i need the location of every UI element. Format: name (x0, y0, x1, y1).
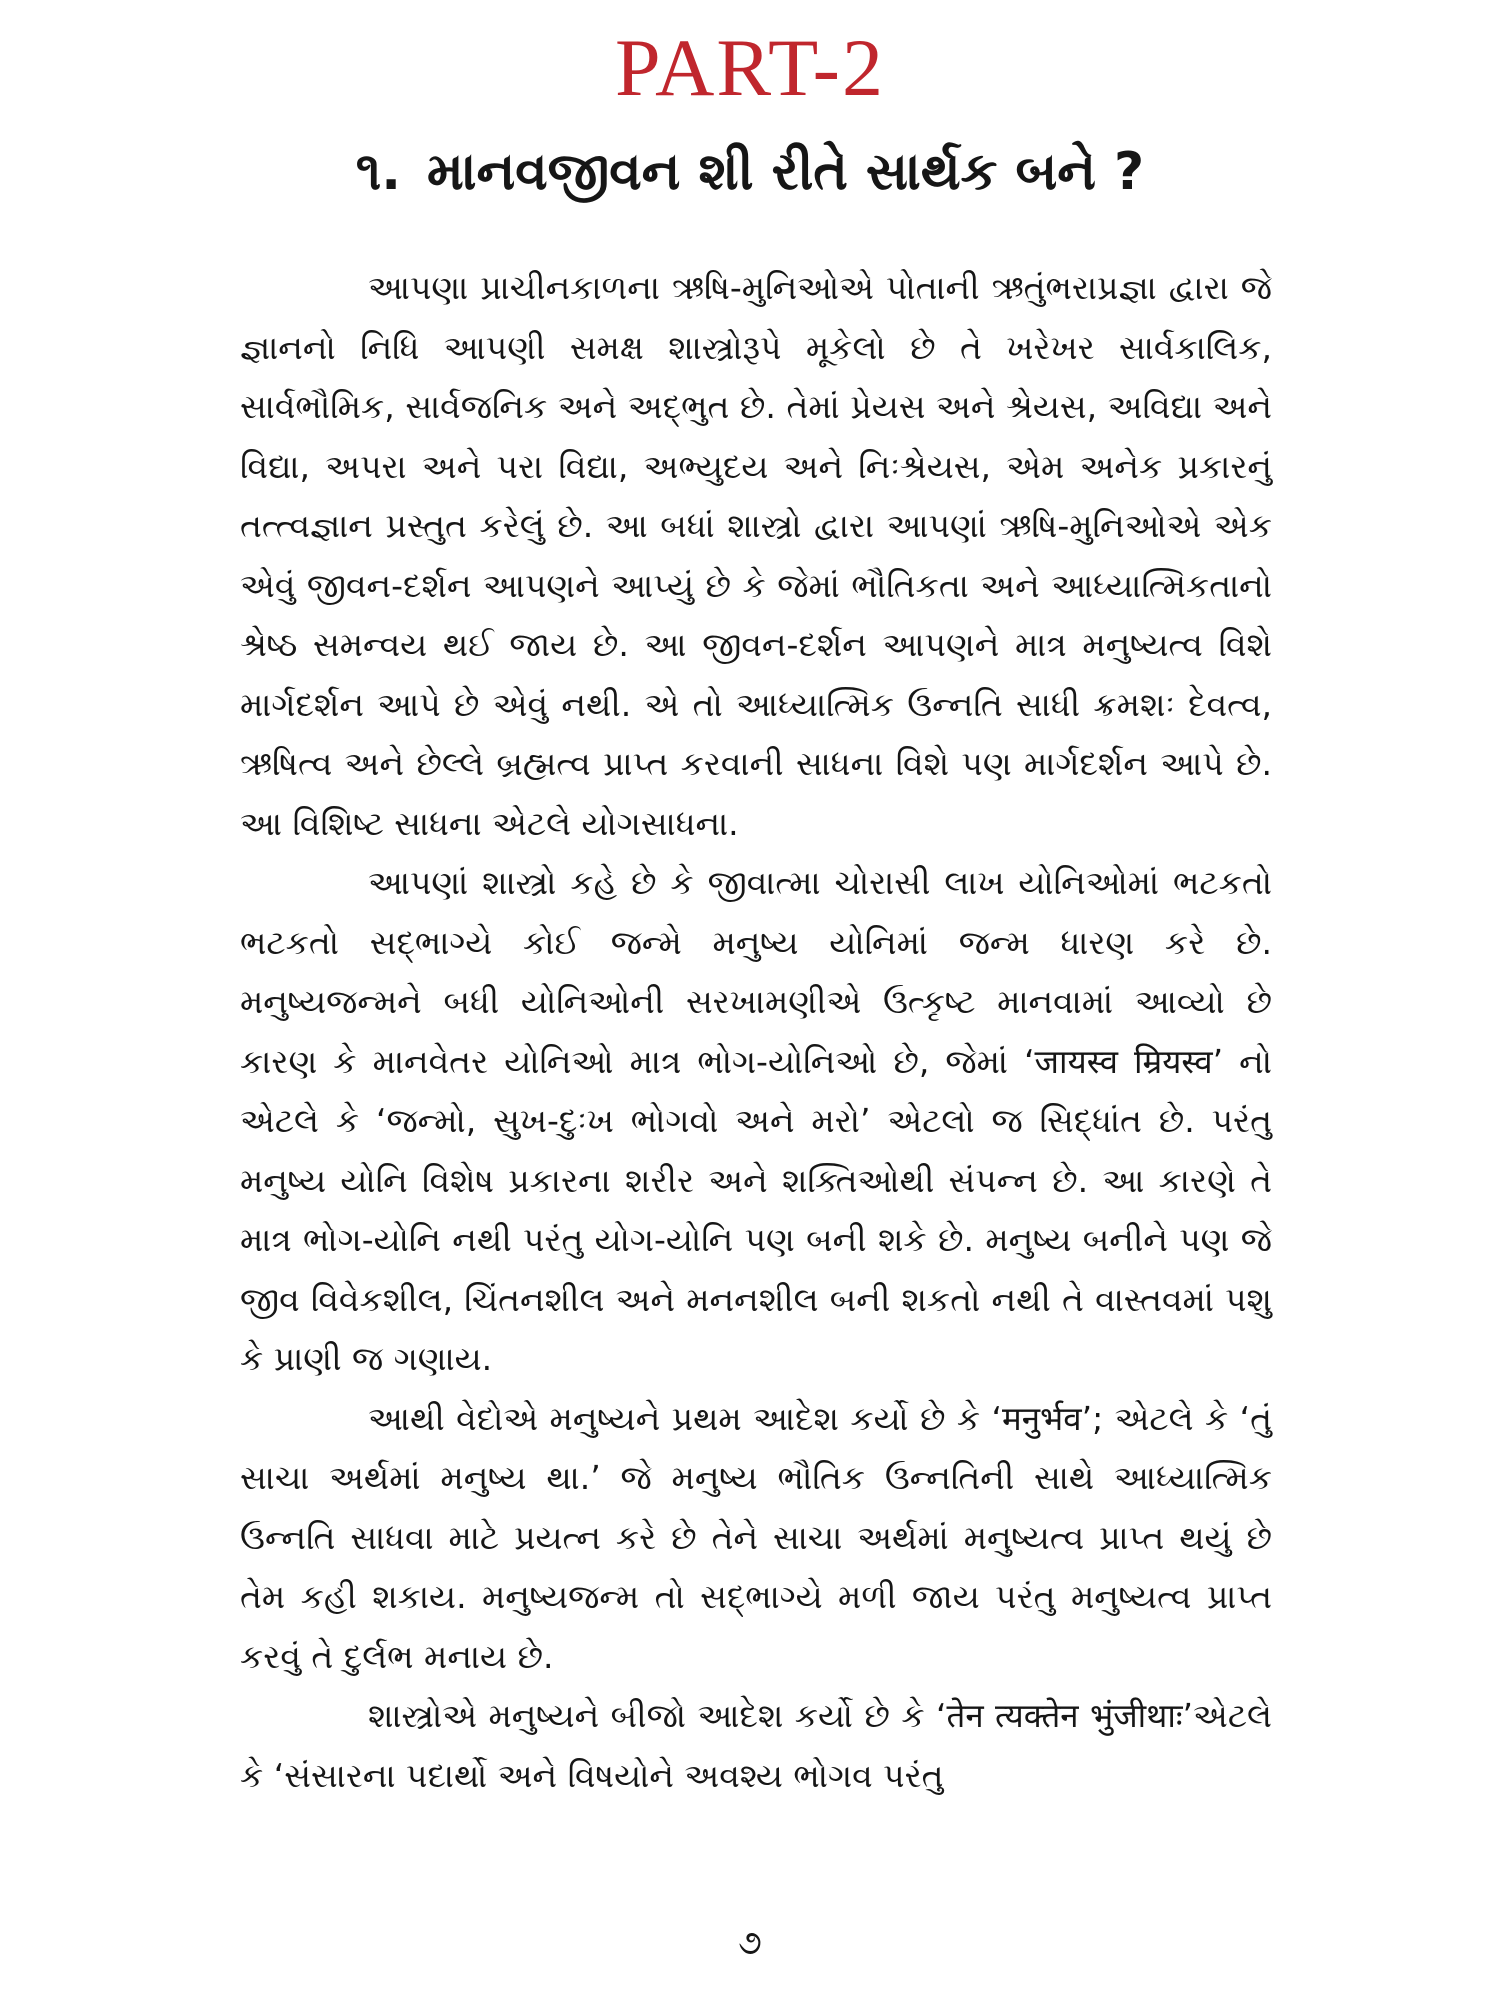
page-number: ૭ (738, 1923, 762, 1963)
chapter-number: ૧. (355, 142, 401, 202)
body-text (240, 258, 1272, 1805)
part-heading: PART-2 (615, 22, 885, 113)
paragraph-4: શાસ્ત્રોએ મનુષ્યને બીજો આદેશ કર્યો છે કે ‘तेन त्यक्तेन भुंजीथाः’એટલે કે ‘સંસારના પદાર્થો અને વિષયોને અવશ્ય ભોગવ પરંતુ (240, 1696, 1272, 1795)
paragraph-2: આપણાં શાસ્ત્રો કહે છે કે જીવાત્મા ચોરાસી લાખ યોનિઓમાં ભટકતો ભટકતો સદ્ભાગ્યે કોઈ જન્મે મનુષ્ય યોનિમાં જન્મ ધારણ કરે છે. મનુષ્યજન્મને બધી યોનિઓની સરખામણીએ ઉત્કૃષ્ટ માનવામાં આવ્યો છે કારણ કે માનવેતર યોનિઓ માત્ર ભોગ-યોનિઓ છે, જેમાં ‘जायस्व म्रियस्व’ નો એટલે કે ‘જન્મો, સુખ-દુઃખ ભોગવો અને મરો’ એટલો જ સિદ્ધાંત છે. પરંતુ મનુષ્ય યોનિ વિશેષ પ્રકારના શરીર અને શક્તિઓથી સંપન્ન છે. આ કારણે તે માત્ર ભોગ-યોનિ નથી પરંતુ યોગ-યોનિ પણ બની શકે છે. મનુષ્ય બનીને પણ જે જીવ વિવેકશીલ, ચિંતનશીલ અને મનનશીલ બની શકતો નથી તે વાસ્તવમાં પશુ કે પ્રાણી જ ગણાય. (240, 863, 1272, 1378)
paragraph-1: આપણા પ્રાચીનકાળના ઋષિ-મુનિઓએ પોતાની ઋતુંભરાપ્રજ્ઞા દ્વારા જે જ્ઞાનનો નિધિ આપણી સમક્ષ શાસ્ત્રોરૂપે મૂકેલો છે તે ખરેખર સાર્વકાલિક, સાર્વભૌમિક, સાર્વજનિક અને અદ્ભુત છે. તેમાં પ્રેયસ અને શ્રેયસ, અવિદ્યા અને વિદ્યા, અપરા અને પરા વિદ્યા, અભ્યુદય અને નિઃશ્રેયસ, એમ અનેક પ્રકારનું તત્ત્વજ્ઞાન પ્રસ્તુત કરેલું છે. આ બધાં શાસ્ત્રો દ્વારા આપણાં ઋષિ-મુનિઓએ એક એવું જીવન-દર્શન આપણને આપ્યું છે કે જેમાં ભૌતિકતા અને આધ્યાત્મિકતાનો શ્રેષ્ઠ સમન્વય થઈ જાય છે. આ જીવન-દર્શન આપણને માત્ર મનુષ્યત્વ વિશે માર્ગદર્શન આપે છે એવું નથી. એ તો આધ્યાત્મિક ઉન્નતિ સાધી ક્રમશઃ દેવત્વ, ઋષિત્વ અને છેલ્લે બ્રહ્મત્વ પ્રાપ્ત કરવાની સાધના વિશે પણ માર્ગદર્શન આપે છે. આ વિશિષ્ટ સાધના એટલે યોગસાધના. (240, 268, 1272, 843)
chapter-title-text: માનવજીવન શી રીતે સાર્થક બને ? (427, 142, 1145, 202)
paragraph-3: આથી વેદોએ મનુષ્યને પ્રથમ આદેશ કર્યો છે કે ‘मनुर्भव’; એટલે કે ‘તું સાચા અર્થમાં મનુષ્ય થા.’ જે મનુષ્ય ભૌતિક ઉન્નતિની સાથે આધ્યાત્મિક ઉન્નતિ સાધવા માટે પ્રયત્ન કરે છે તેને સાચા અર્થમાં મનુષ્યત્વ પ્રાપ્ત થયું છે તેમ કહી શકાય. મનુષ્યજન્મ તો સદ્ભાગ્યે મળી જાય પરંતુ મનુષ્યત્વ પ્રાપ્ત કરવું તે દુર્લભ મનાય છે. (240, 1398, 1272, 1676)
chapter-title (0, 132, 1500, 212)
